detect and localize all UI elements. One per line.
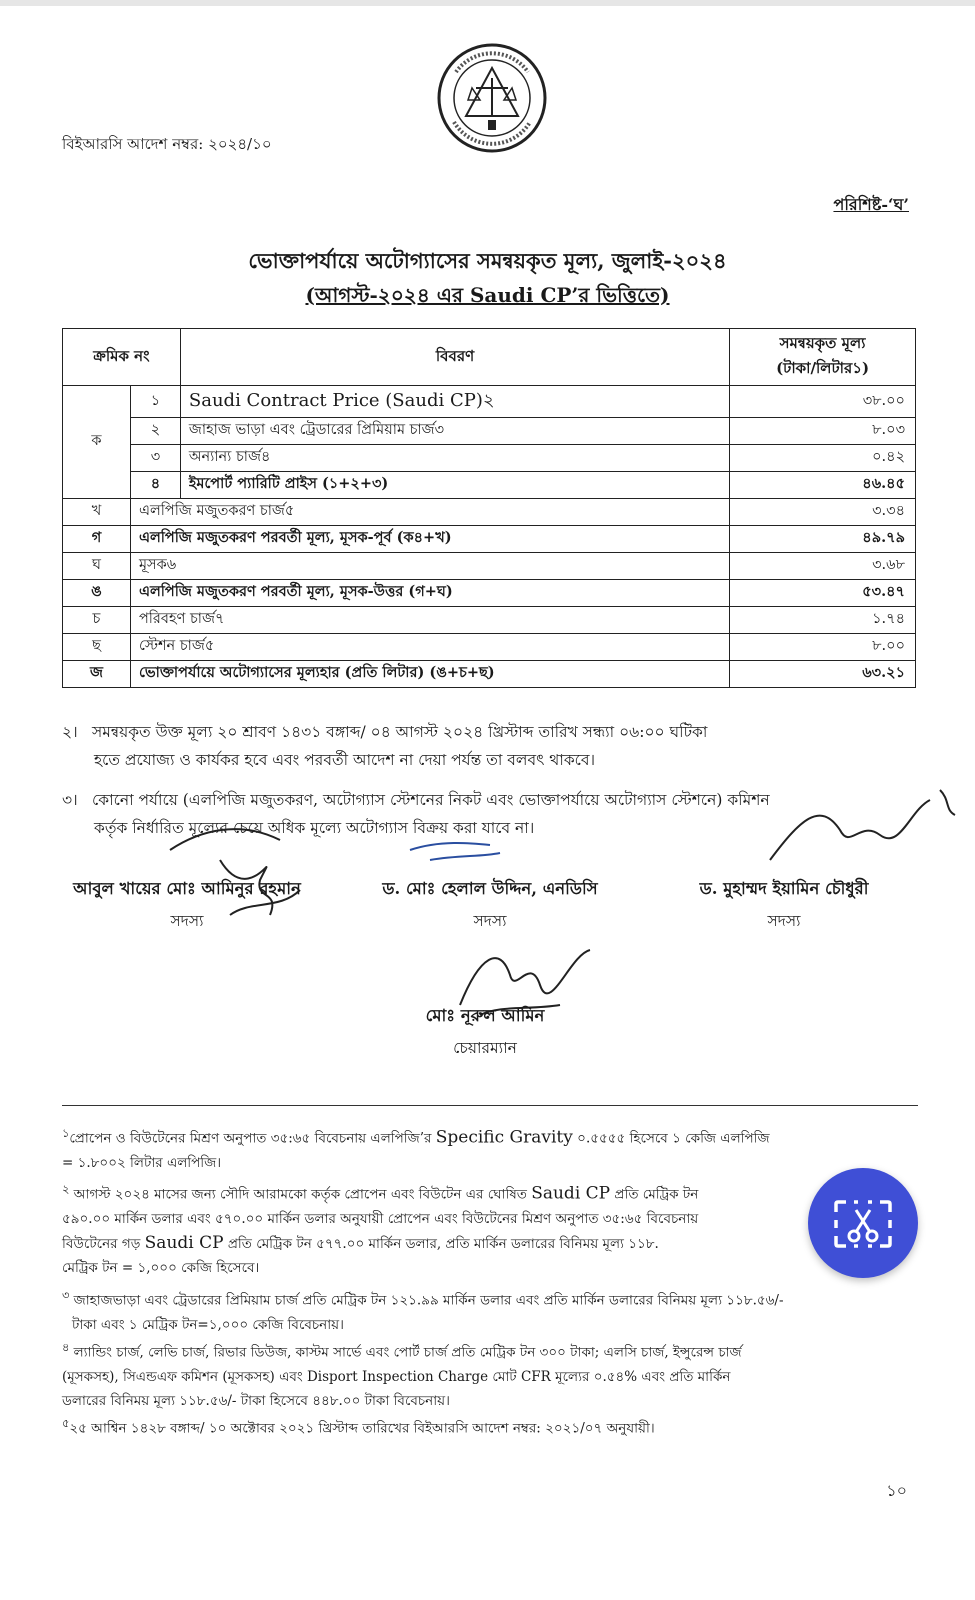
top-border	[0, 0, 975, 6]
row-value: ৬৩.২১	[730, 661, 916, 688]
row-value: ৪৯.৭৯	[730, 526, 916, 553]
table-row	[63, 472, 916, 499]
row-description: জাহাজ ভাড়া এবং ট্রেডারের প্রিমিয়াম চার্জ৩	[180, 418, 729, 445]
table-row	[63, 553, 916, 580]
row-description: এলপিজি মজুতকরণ চার্জ৫	[130, 499, 729, 526]
table-row	[63, 445, 916, 472]
signatory-chairman: মোঃ নূরুল আমিন চেয়ারম্যান	[425, 1006, 545, 1057]
row-serial: খ	[63, 499, 131, 526]
table-row	[63, 634, 916, 661]
footnote-4: $^৪$ ল্যান্ডিং চার্জ, লেভি চার্জ, রিভার ডিউজ, কাস্টম সার্ভে এবং পোর্ট চার্জ প্রতি মেট্রিক টন ৩০০ টাকা; এলসি চার্জ, ইন্সুরেন্স চার্জ (মূসকসহ), সিএন্ডএফ কমিশন (মূসকসহ) এবং Disport Inspection Charge মোট CFR মূল্যের ০.৫৪% এবং প্রতি মার্কিন ডলারের বিনিময় মূল্য ১১৮.৫৬/- টাকা হিসেবে ৪৪৮.০০ টাকা বিবেচনায়।	[62, 1341, 742, 1409]
row-value: ৩.৬৮	[730, 553, 916, 580]
document-title: ভোক্তাপর্যায়ে অটোগ্যাসের সমন্বয়কৃত মূল্য, জুলাই-২০২৪	[248, 248, 727, 273]
footnote-divider	[62, 1105, 918, 1106]
row-number: ২	[130, 418, 180, 445]
row-value: ৩৮.০০	[730, 386, 916, 418]
table-header-row	[63, 329, 916, 386]
order-number: বিইআরসি আদেশ নম্বর: ২০২৪/১০	[62, 135, 272, 153]
scissors-icon	[832, 1198, 894, 1250]
row-number: ১	[130, 386, 180, 418]
row-value: ৪৬.৪৫	[730, 472, 916, 499]
document-subtitle: (আগস্ট-২০২৪ এর Saudi CP’র ভিত্তিতে)	[305, 283, 670, 307]
footnote-5: $^৫$২৫ আশ্বিন ১৪২৮ বঙ্গাব্দ/ ১০ অক্টোবর ২০২১ খ্রিস্টাব্দ তারিখের বিইআরসি আদেশ নম্বর: ২০২১/০৭ অনুযায়ী।	[62, 1417, 655, 1437]
table-row	[63, 580, 916, 607]
header-description: বিবরণ	[180, 329, 729, 386]
row-description: ইমপোর্ট প্যারিটি প্রাইস (১+২+৩)	[180, 472, 729, 499]
row-value: ৮.০০	[730, 634, 916, 661]
signature-scribble-2	[400, 835, 520, 875]
row-serial: জ	[63, 661, 131, 688]
page-number: ১০	[886, 1481, 907, 1500]
table-row	[63, 499, 916, 526]
row-serial: ছ	[63, 634, 131, 661]
signatory-2: ড. মোঃ হেলাল উদ্দিন, এনডিসি সদস্য	[382, 879, 598, 930]
header-serial: ক্রমিক নং	[63, 329, 181, 386]
row-description: স্টেশন চার্জ৫	[130, 634, 729, 661]
row-value: ৩.৩৪	[730, 499, 916, 526]
row-description: এলপিজি মজুতকরণ পরবর্তী মূল্য, মূসক-উত্তর (গ+ঘ)	[130, 580, 729, 607]
note-3: ৩। কোনো পর্যায়ে (এলপিজি মজুতকরণ, অটোগ্যাস স্টেশনের নিকট এবং ভোক্তাপর্যায়ে অটোগ্যাস স্টেশনে) কমিশন কর্তৃক নির্ধারিত মূল্যের চেয়ে অধিক মূল্যে অটোগ্যাস বিক্রয় করা যাবে না।	[62, 791, 770, 837]
footnote-1: $^১$প্রোপেন ও বিউটেনের মিশ্রণ অনুপাত ৩৫:৬৫ বিবেচনায় এলপিজি’র Specific Gravity ০.৫৫৫৫ হিসেবে ১ কেজি এলপিজি = ১.৮০০২ লিটার এলপিজি।	[62, 1127, 770, 1171]
screenshot-cut-button[interactable]	[808, 1168, 918, 1278]
row-number: ৩	[130, 445, 180, 472]
footnote-2: $^২$ আগস্ট ২০২৪ মাসের জন্য সৌদি আরামকো কর্তৃক প্রোপেন এবং বিউটেন এর ঘোষিত Saudi CP প্রতি মেট্রিক টন ৫৯০.০০ মার্কিন ডলার এবং ৫৭০.০০ মার্কিন ডলার অনুযায়ী প্রোপেন এবং বিউটেনের মিশ্রণ অনুপাত ৩৫:৬৫ বিবেচনায় বিউটেনের গড় Saudi CP প্রতি মেট্রিক টন ৫৭৭.০০ মার্কিন ডলার, প্রতি মার্কিন ডলারের বিনিময় মূল্য ১১৮. মেট্রিক টন = ১,০০০ কেজি হিসেবে।	[62, 1183, 699, 1276]
signatory-1: আবুল খায়ের মোঃ আমিনুর রহমান সদস্য	[73, 879, 301, 930]
row-serial: গ	[63, 526, 131, 553]
signatory-3: ড. মুহাম্মদ ইয়ামিন চৌধুরী সদস্য	[699, 879, 869, 930]
note-2: ২। সমন্বয়কৃত উক্ত মূল্য ২০ শ্রাবণ ১৪৩১ বঙ্গাব্দ/ ০৪ আগস্ট ২০২৪ খ্রিস্টাব্দ তারিখ সন্ধ্যা ০৬:০০ ঘটিকা হতে প্রযোজ্য ও কার্যকর হবে এবং পরবর্তী আদেশ না দেয়া পর্যন্ত তা বলবৎ থাকবে।	[62, 723, 708, 769]
row-description: অন্যান্য চার্জ৪	[180, 445, 729, 472]
row-description: Saudi Contract Price (Saudi CP)২	[180, 386, 729, 418]
row-value: ১.৭৪	[730, 607, 916, 634]
row-serial: ঙ	[63, 580, 131, 607]
row-serial: ঘ	[63, 553, 131, 580]
row-description: পরিবহণ চার্জ৭	[130, 607, 729, 634]
group-ka-label: ক	[63, 386, 131, 499]
row-value: ৫৩.৪৭	[730, 580, 916, 607]
row-number: ৪	[130, 472, 180, 499]
row-description: ভোক্তাপর্যায়ে অটোগ্যাসের মূল্যহার (প্রতি লিটার) (ঙ+চ+ছ)	[130, 661, 729, 688]
row-description: মূসক৬	[130, 553, 729, 580]
table-row	[63, 386, 916, 418]
header-price: সমন্বয়কৃত মূল্য (টাকা/লিটার১)	[730, 329, 916, 386]
row-value: ০.৪২	[730, 445, 916, 472]
footnote-3: $^৩$ জাহাজভাড়া এবং ট্রেডারের প্রিমিয়াম চার্জ প্রতি মেট্রিক টন ১২১.৯৯ মার্কিন ডলার এবং প্রতি মার্কিন ডলারের বিনিময় মূল্য ১১৮.৫৬/- টাকা এবং ১ মেট্রিক টন=১,০০০ কেজি বিবেচনায়।	[62, 1289, 784, 1333]
row-serial: চ	[63, 607, 131, 634]
table-row	[63, 661, 916, 688]
row-description: এলপিজি মজুতকরণ পরবর্তী মূল্য, মূসক-পূর্ব (ক৪+খ)	[130, 526, 729, 553]
table-row	[63, 526, 916, 553]
commission-seal-icon	[436, 42, 548, 154]
table-row	[63, 418, 916, 445]
table-row	[63, 607, 916, 634]
row-value: ৮.০৩	[730, 418, 916, 445]
price-table	[62, 328, 916, 688]
annex-label: পরিশিষ্ট-‘ঘ’	[833, 195, 909, 214]
signature-scribble-3	[760, 780, 960, 870]
